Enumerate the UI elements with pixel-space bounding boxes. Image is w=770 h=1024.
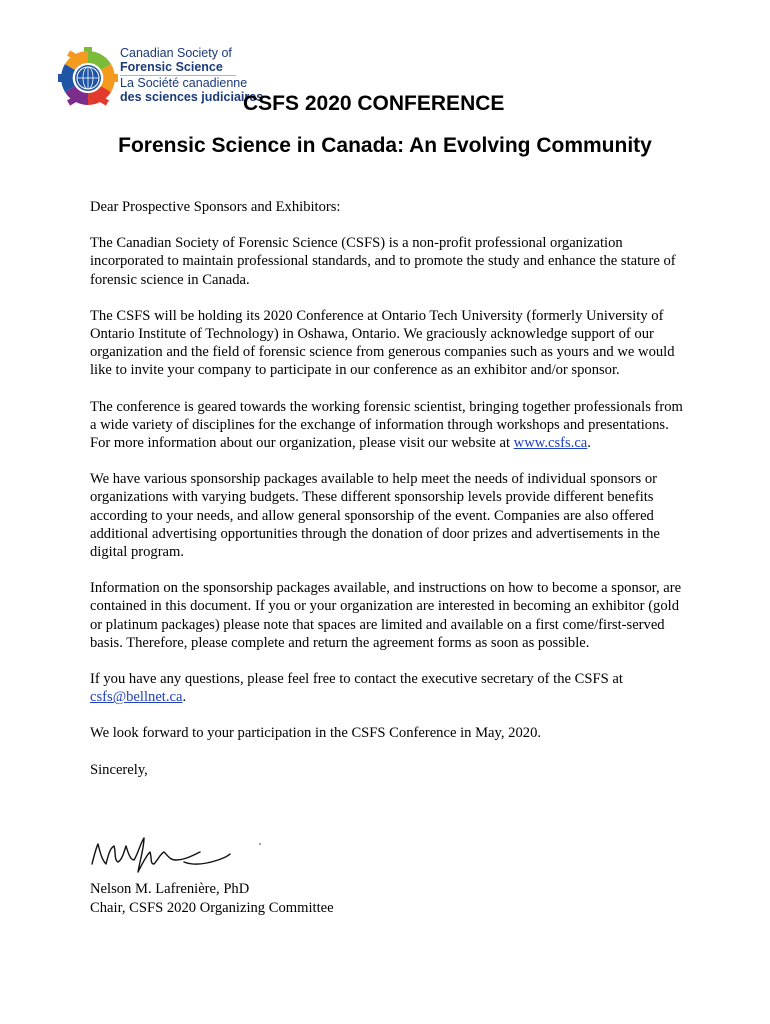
- logo-line-1: Canadian Society of: [120, 46, 232, 60]
- signer-title: Chair, CSFS 2020 Organizing Committee: [90, 900, 334, 916]
- paragraph-5: Information on the sponsorship packages available, and instructions on how to become a sponsor, are contained in this document. If you or your organization are interested in becoming an exhibitor (gold or platinum packages) please note that spaces are limited and available on a first come/first-served basis. Therefore, please complete and return the agreement forms as soon as possible.: [90, 580, 682, 651]
- paragraph-7: We look forward to your participation in the CSFS Conference in May, 2020.: [90, 725, 542, 742]
- logo-line-4: des sciences judiciaires: [120, 90, 264, 104]
- paragraph-6-end: .: [182, 689, 187, 706]
- website-link[interactable]: www.csfs.ca: [513, 435, 588, 452]
- paragraph-1: The Canadian Society of Forensic Science (CSFS) is a non-profit professional organization incorporated to maintain professional standards, and to promote the study and enhance the stature of forensic science in Canada.: [90, 235, 676, 288]
- paragraph-3-end: .: [587, 435, 591, 452]
- email-link[interactable]: csfs@bellnet.ca: [90, 689, 183, 706]
- document-subtitle: Forensic Science in Canada: An Evolving Community: [118, 134, 652, 157]
- logo-line-2: Forensic Science: [120, 60, 223, 74]
- paragraph-2: The CSFS will be holding its 2020 Conference at Ontario Tech University (formerly University of Ontario Institute of Technology) in Oshawa, Ontario. We graciously acknowledge support of our organization and the field of forensic science from generous companies such as yours and we would like to invite your company to participate in our conference as an exhibitor and/or sponsor.: [90, 307, 675, 379]
- csfs-logo: [58, 44, 264, 120]
- logo-line-3: La Société canadienne: [120, 76, 248, 90]
- signer-name: Nelson M. Lafrenière, PhD: [90, 881, 250, 897]
- logo-divider: [120, 75, 236, 76]
- paragraph-6-text: If you have any questions, please feel free to contact the executive secretary of the CSFS at: [90, 671, 623, 688]
- paragraph-3-text: The conference is geared towards the working forensic scientist, bringing together professionals from a wide variety of disciplines for the exchange of information through workshops and presentations. For more information about our organization, please visit our website at: [90, 398, 683, 452]
- paragraph-3: [90, 398, 690, 453]
- salutation: Dear Prospective Sponsors and Exhibitors:: [90, 199, 341, 215]
- document-title: CSFS 2020 CONFERENCE: [243, 92, 505, 115]
- paragraph-4: We have various sponsorship packages available to help meet the needs of individual sponsors or organizations with varying budgets. These different sponsorship levels provide different benefits according to your needs, and allow general sponsorship of the event. Companies are also offered additional advertising opportunities through the donation of door prizes and advertisements in the digital program.: [90, 471, 660, 561]
- paragraph-6: [90, 670, 690, 706]
- signature-image: [88, 830, 278, 880]
- signer-block: [90, 880, 334, 918]
- closing: Sincerely,: [90, 761, 148, 778]
- gear-logo-icon: [58, 46, 118, 106]
- letter-body: [90, 198, 690, 797]
